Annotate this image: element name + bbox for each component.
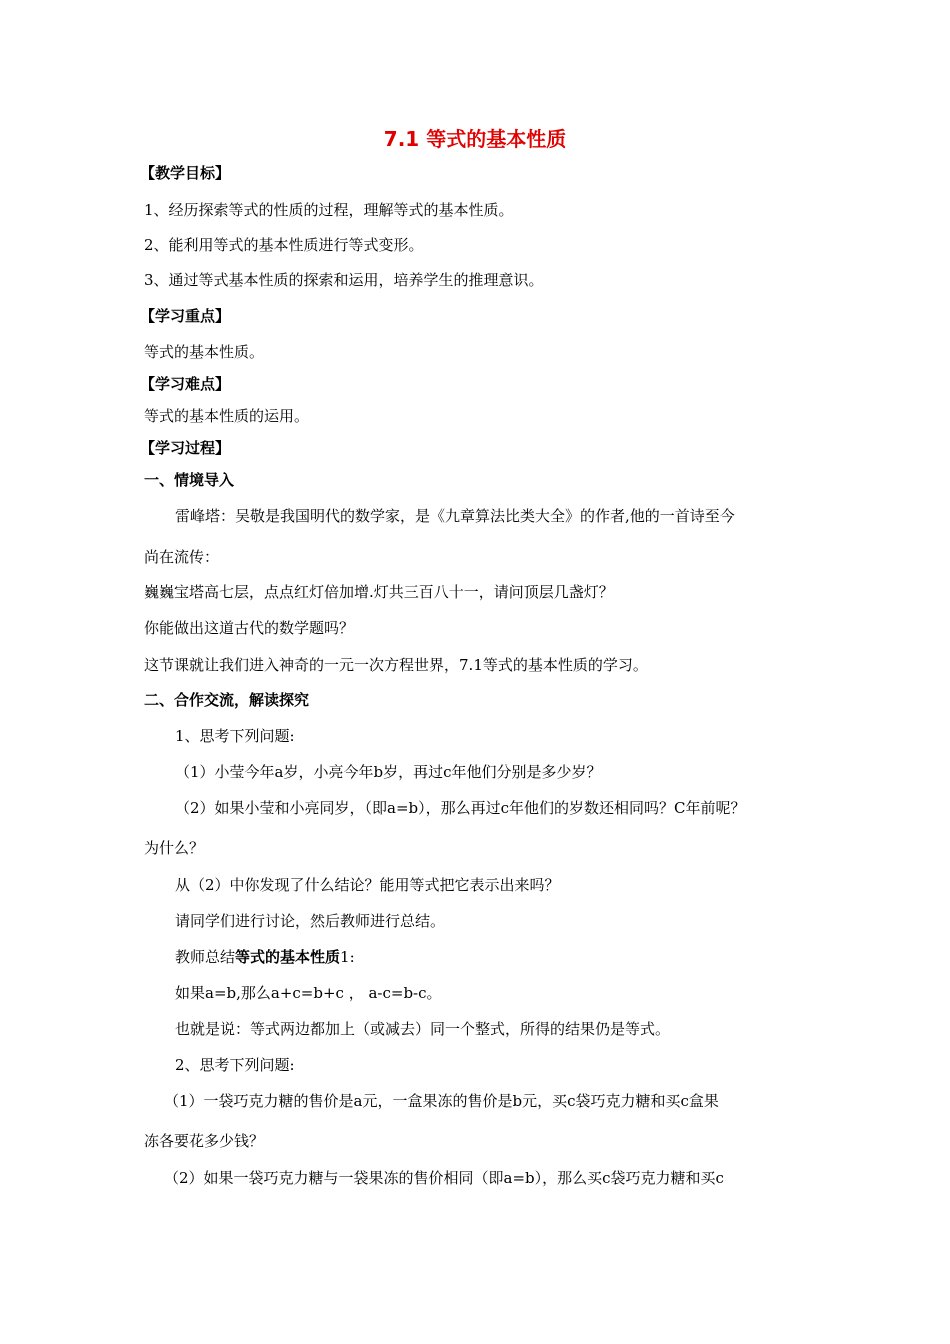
page-title: 7.1 等式的基本性质: [383, 127, 567, 151]
q1-part-2-line-2: 为什么？: [144, 839, 205, 857]
summary-line: [175, 947, 355, 967]
q1-part-2-line-1: （2）如果小莹和小亮同岁，（即a=b），那么再过c年他们的岁数还相同吗？C年前呢？: [175, 799, 746, 817]
heading-key-points: 【学习重点】: [140, 307, 231, 325]
objective-1: 1、经历探索等式的性质的过程，理解等式的基本性质。: [144, 201, 514, 219]
summary-bold: 等式的基本性质: [235, 948, 341, 966]
explain-line: 也就是说：等式两边都加上（或减去）同一个整式，所得的结果仍是等式。: [175, 1020, 671, 1038]
heading-difficulties: 【学习难点】: [140, 375, 231, 393]
section1-heading: 一、情境导入: [144, 471, 235, 489]
section1-line-5: 这节课就让我们进入神奇的一元一次方程世界，7.1等式的基本性质的学习。: [144, 656, 648, 674]
summary-suffix: 1:: [340, 948, 355, 966]
key-points-text: 等式的基本性质。: [144, 343, 265, 361]
objective-3: 3、通过等式基本性质的探索和运用，培养学生的推理意识。: [144, 271, 544, 289]
section1-line-1: 雷峰塔：吴敬是我国明代的数学家，是《九章算法比类大全》的作者,他的一首诗至今: [175, 507, 735, 525]
q1-part-1: （1）小莹今年a岁，小亮今年b岁，再过c年他们分别是多少岁？: [175, 763, 602, 781]
discuss-line: 请同学们进行讨论，然后教师进行总结。: [175, 912, 446, 930]
q2-part-1-line-1: （1）一袋巧克力糖的售价是a元，一盒果冻的售价是b元，买c袋巧克力糖和买c盒果: [164, 1092, 719, 1110]
difficulties-text: 等式的基本性质的运用。: [144, 407, 310, 425]
heading-process: 【学习过程】: [140, 439, 231, 457]
section1-line-2: 尚在流传：: [144, 548, 220, 566]
section1-line-3: 巍巍宝塔高七层，点点红灯倍加增.灯共三百八十一，请问顶层几盏灯？: [144, 583, 614, 601]
section1-line-4: 你能做出这道古代的数学题吗？: [144, 619, 355, 637]
objective-2: 2、能利用等式的基本性质进行等式变形。: [144, 236, 424, 254]
q2-part-1-line-2: 冻各要花多少钱？: [144, 1132, 265, 1150]
section2-heading: 二、合作交流，解读探究: [144, 691, 310, 709]
heading-objectives: 【教学目标】: [140, 164, 231, 182]
q1-title: 1、思考下列问题:: [175, 727, 295, 745]
q2-part-2-line-1: （2）如果一袋巧克力糖与一袋果冻的售价相同（即a=b），那么买c袋巧克力糖和买c: [164, 1169, 724, 1187]
rule-line: 如果a=b,那么a+c=b+c ， a-c=b-c。: [175, 984, 442, 1002]
discover-line: 从（2）中你发现了什么结论？能用等式把它表示出来吗？: [175, 876, 560, 894]
summary-prefix: 教师总结: [175, 948, 236, 966]
q2-title: 2、思考下列问题:: [175, 1056, 295, 1074]
